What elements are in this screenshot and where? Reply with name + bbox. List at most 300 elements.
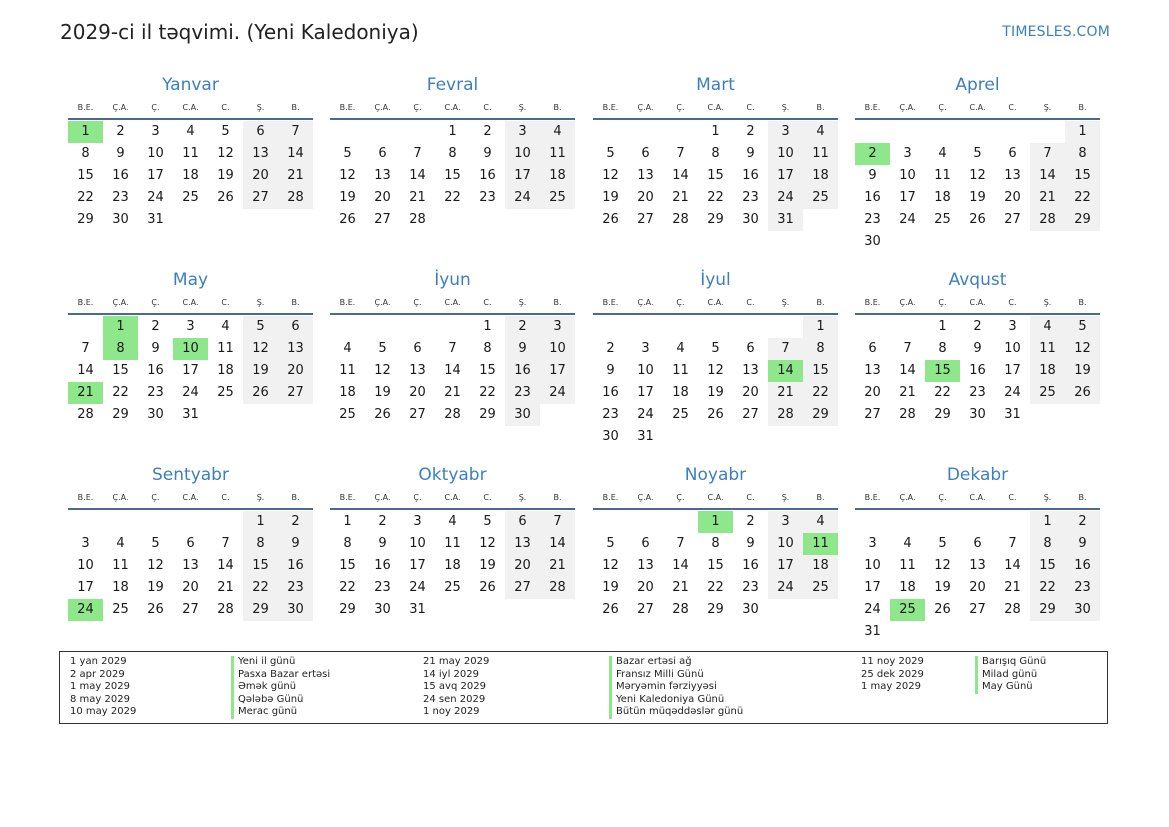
day-grid bbox=[593, 316, 838, 448]
day-cell: 3 bbox=[505, 121, 540, 143]
empty-day bbox=[330, 316, 365, 338]
day-grid bbox=[330, 511, 575, 621]
day-cell: 17 bbox=[1004, 363, 1021, 378]
weekday-label: Ş. bbox=[518, 103, 527, 112]
empty-day bbox=[330, 121, 365, 143]
day-cell: 24 bbox=[899, 212, 916, 227]
day-cell: 15 bbox=[707, 558, 724, 573]
day-cell: 11 bbox=[1030, 338, 1065, 360]
day-cell: 18 bbox=[1030, 360, 1065, 382]
day-cell: 12 bbox=[217, 146, 234, 161]
month-divider bbox=[593, 508, 838, 510]
day-cell: 31 bbox=[1004, 407, 1021, 422]
empty-day bbox=[365, 121, 400, 143]
day-cell: 21 bbox=[899, 385, 916, 400]
day-cell: 1 bbox=[1065, 121, 1100, 143]
day-cell: 18 bbox=[672, 385, 689, 400]
day-cell: 25 bbox=[1030, 382, 1065, 404]
day-cell: 31 bbox=[637, 429, 654, 444]
day-cell: 2 bbox=[746, 514, 755, 529]
weekday-header bbox=[68, 293, 313, 313]
day-cell: 26 bbox=[147, 602, 164, 617]
day-cell: 25 bbox=[339, 407, 356, 422]
day-cell: 24 bbox=[1004, 385, 1021, 400]
day-cell: 12 bbox=[479, 536, 496, 551]
day-cell: 13 bbox=[182, 558, 199, 573]
day-cell: 9 bbox=[505, 338, 540, 360]
weekday-label: Ş. bbox=[1043, 493, 1052, 502]
day-cell: 21 bbox=[217, 580, 234, 595]
empty-day bbox=[768, 316, 803, 338]
weekday-label: Ş. bbox=[518, 493, 527, 502]
weekday-label: B.E. bbox=[602, 493, 619, 502]
day-cell: 23 bbox=[505, 382, 540, 404]
day-grid bbox=[855, 121, 1100, 253]
legend-holiday-name: Milad günü bbox=[975, 669, 1046, 682]
month-calendar bbox=[593, 267, 838, 452]
holiday-day-cell: 11 bbox=[803, 533, 838, 555]
weekday-label: C.A. bbox=[444, 103, 461, 112]
day-cell: 12 bbox=[243, 338, 278, 360]
page-title: 2029-ci il təqvimi. (Yeni Kaledoniya) bbox=[60, 20, 419, 44]
weekday-label: Ş. bbox=[256, 298, 265, 307]
day-cell: 3 bbox=[768, 121, 803, 143]
day-cell: 27 bbox=[182, 602, 199, 617]
day-cell: 3 bbox=[151, 124, 160, 139]
empty-day bbox=[663, 121, 698, 143]
day-cell: 18 bbox=[899, 580, 916, 595]
day-cell: 4 bbox=[903, 536, 912, 551]
day-cell: 22 bbox=[444, 190, 461, 205]
legend-dates-col-2 bbox=[423, 656, 489, 719]
day-cell: 20 bbox=[637, 190, 654, 205]
day-cell: 2 bbox=[1065, 511, 1100, 533]
month-name: Sentyabr bbox=[152, 465, 229, 485]
weekday-label: Ç. bbox=[413, 103, 422, 112]
day-cell: 17 bbox=[864, 580, 881, 595]
day-cell: 9 bbox=[116, 146, 125, 161]
month-name: İyun bbox=[434, 270, 471, 290]
day-cell: 27 bbox=[742, 407, 759, 422]
day-cell: 11 bbox=[899, 558, 916, 573]
day-cell: 9 bbox=[151, 341, 160, 356]
legend-holiday-name: Məryəmin fərziyyəsi bbox=[609, 681, 743, 694]
day-cell: 15 bbox=[1065, 165, 1100, 187]
day-cell: 24 bbox=[505, 187, 540, 209]
month-calendar bbox=[855, 267, 1100, 452]
day-cell: 12 bbox=[707, 363, 724, 378]
weekday-label: B. bbox=[1078, 103, 1087, 112]
day-cell: 3 bbox=[413, 514, 422, 529]
day-cell: 8 bbox=[448, 146, 457, 161]
weekday-header bbox=[855, 488, 1100, 508]
day-cell: 28 bbox=[278, 187, 313, 209]
day-cell: 29 bbox=[479, 407, 496, 422]
day-cell: 18 bbox=[803, 555, 838, 577]
legend-holiday-name: Fransız Milli Günü bbox=[609, 669, 743, 682]
day-cell: 10 bbox=[147, 146, 164, 161]
empty-day bbox=[68, 316, 103, 338]
day-cell: 7 bbox=[540, 511, 575, 533]
day-cell: 24 bbox=[540, 382, 575, 404]
legend-dates-col-1 bbox=[70, 656, 136, 719]
day-cell: 18 bbox=[112, 580, 129, 595]
day-cell: 5 bbox=[606, 146, 615, 161]
day-cell: 28 bbox=[768, 404, 803, 426]
day-cell: 31 bbox=[182, 407, 199, 422]
weekday-label: B. bbox=[291, 493, 300, 502]
day-cell: 2 bbox=[505, 316, 540, 338]
weekday-label: B. bbox=[291, 103, 300, 112]
weekday-label: C. bbox=[221, 298, 230, 307]
day-cell: 29 bbox=[112, 407, 129, 422]
day-cell: 29 bbox=[1065, 209, 1100, 231]
holiday-day-cell: 14 bbox=[768, 360, 803, 382]
day-cell: 25 bbox=[672, 407, 689, 422]
day-cell: 22 bbox=[479, 385, 496, 400]
day-cell: 6 bbox=[186, 536, 195, 551]
day-cell: 15 bbox=[339, 558, 356, 573]
legend-holiday-name: Pasxa Bazar ertəsi bbox=[231, 669, 330, 682]
day-cell: 30 bbox=[112, 212, 129, 227]
day-cell: 2 bbox=[606, 341, 615, 356]
day-cell: 19 bbox=[602, 190, 619, 205]
weekday-label: C.A. bbox=[707, 493, 724, 502]
day-cell: 10 bbox=[77, 558, 94, 573]
day-cell: 3 bbox=[540, 316, 575, 338]
holiday-day-cell: 1 bbox=[68, 121, 103, 143]
empty-day bbox=[890, 316, 925, 338]
month-name: İyul bbox=[700, 270, 731, 290]
day-cell: 21 bbox=[672, 580, 689, 595]
empty-day bbox=[435, 316, 470, 338]
day-cell: 3 bbox=[641, 341, 650, 356]
month-calendar bbox=[330, 72, 575, 257]
day-cell: 7 bbox=[413, 146, 422, 161]
month-calendar bbox=[330, 462, 575, 647]
weekday-label: B.E. bbox=[77, 493, 94, 502]
month-divider bbox=[330, 118, 575, 120]
month-name: May bbox=[172, 270, 209, 290]
day-cell: 22 bbox=[1065, 187, 1100, 209]
day-cell: 4 bbox=[1030, 316, 1065, 338]
day-cell: 23 bbox=[374, 580, 391, 595]
day-cell: 30 bbox=[278, 599, 313, 621]
month-name: Oktyabr bbox=[418, 465, 487, 485]
empty-day bbox=[628, 511, 663, 533]
day-cell: 16 bbox=[969, 363, 986, 378]
day-cell: 14 bbox=[278, 143, 313, 165]
month-calendar bbox=[68, 462, 313, 647]
day-cell: 11 bbox=[540, 143, 575, 165]
holiday-day-cell: 10 bbox=[173, 338, 208, 360]
month-divider bbox=[593, 313, 838, 315]
day-cell: 17 bbox=[147, 168, 164, 183]
day-cell: 27 bbox=[278, 382, 313, 404]
day-grid bbox=[330, 316, 575, 426]
day-cell: 27 bbox=[637, 212, 654, 227]
day-cell: 17 bbox=[768, 555, 803, 577]
day-cell: 26 bbox=[969, 212, 986, 227]
legend-holiday-name: Bazar ertəsi ağ bbox=[609, 656, 743, 669]
day-cell: 26 bbox=[602, 602, 619, 617]
day-cell: 27 bbox=[969, 602, 986, 617]
day-cell: 28 bbox=[77, 407, 94, 422]
day-cell: 6 bbox=[641, 536, 650, 551]
day-cell: 1 bbox=[803, 316, 838, 338]
day-cell: 4 bbox=[116, 536, 125, 551]
empty-day bbox=[138, 511, 173, 533]
empty-day bbox=[890, 121, 925, 143]
weekday-label: Ç. bbox=[676, 493, 685, 502]
month-divider bbox=[330, 508, 575, 510]
day-cell: 1 bbox=[711, 124, 720, 139]
legend-holiday-name: Yeni il günü bbox=[231, 656, 330, 669]
day-cell: 9 bbox=[378, 536, 387, 551]
day-cell: 8 bbox=[711, 536, 720, 551]
day-cell: 23 bbox=[479, 190, 496, 205]
month-name: Yanvar bbox=[162, 75, 219, 95]
day-cell: 9 bbox=[278, 533, 313, 555]
day-cell: 22 bbox=[339, 580, 356, 595]
day-cell: 4 bbox=[186, 124, 195, 139]
weekday-label: B.E. bbox=[339, 493, 356, 502]
weekday-label: Ç. bbox=[413, 298, 422, 307]
day-cell: 4 bbox=[448, 514, 457, 529]
month-name: Aprel bbox=[955, 75, 1000, 95]
day-cell: 25 bbox=[112, 602, 129, 617]
day-cell: 12 bbox=[374, 363, 391, 378]
legend-holiday-name: Qələbə Günü bbox=[231, 694, 330, 707]
day-cell: 25 bbox=[540, 187, 575, 209]
weekday-label: Ç. bbox=[151, 493, 160, 502]
day-cell: 5 bbox=[243, 316, 278, 338]
day-cell: 26 bbox=[934, 602, 951, 617]
day-cell: 10 bbox=[864, 558, 881, 573]
empty-day bbox=[593, 511, 628, 533]
day-cell: 5 bbox=[221, 124, 230, 139]
legend-holiday-name: Merac günü bbox=[231, 706, 330, 719]
day-cell: 28 bbox=[672, 212, 689, 227]
day-cell: 29 bbox=[934, 407, 951, 422]
holiday-day-cell: 1 bbox=[698, 511, 733, 533]
day-cell: 18 bbox=[934, 190, 951, 205]
legend-date: 14 iyl 2029 bbox=[423, 668, 480, 680]
weekday-label: Ç. bbox=[151, 298, 160, 307]
month-divider bbox=[68, 313, 313, 315]
site-brand-link[interactable]: TIMESLES.COM bbox=[1002, 24, 1110, 40]
day-cell: 13 bbox=[278, 338, 313, 360]
weekday-label: B.E. bbox=[77, 103, 94, 112]
day-cell: 8 bbox=[1030, 533, 1065, 555]
day-cell: 25 bbox=[217, 385, 234, 400]
day-cell: 10 bbox=[899, 168, 916, 183]
legend-holiday-name: Bütün müqəddəslər günü bbox=[609, 706, 743, 719]
day-cell: 5 bbox=[378, 341, 387, 356]
weekday-label: Ş. bbox=[256, 493, 265, 502]
day-cell: 29 bbox=[1030, 599, 1065, 621]
day-cell: 5 bbox=[1065, 316, 1100, 338]
weekday-label: Ş. bbox=[781, 493, 790, 502]
day-cell: 8 bbox=[243, 533, 278, 555]
day-cell: 2 bbox=[151, 319, 160, 334]
empty-day bbox=[925, 511, 960, 533]
month-calendar bbox=[855, 72, 1100, 257]
day-cell: 24 bbox=[147, 190, 164, 205]
day-cell: 15 bbox=[243, 555, 278, 577]
empty-day bbox=[890, 511, 925, 533]
weekday-label: Ç. bbox=[676, 103, 685, 112]
day-cell: 13 bbox=[864, 363, 881, 378]
day-cell: 30 bbox=[147, 407, 164, 422]
day-cell: 31 bbox=[768, 209, 803, 231]
month-divider bbox=[855, 508, 1100, 510]
day-cell: 16 bbox=[147, 363, 164, 378]
day-cell: 29 bbox=[77, 212, 94, 227]
day-cell: 28 bbox=[899, 407, 916, 422]
day-cell: 24 bbox=[864, 602, 881, 617]
day-cell: 26 bbox=[374, 407, 391, 422]
day-cell: 12 bbox=[934, 558, 951, 573]
weekday-label: B. bbox=[553, 103, 562, 112]
weekday-label: Ç. bbox=[413, 493, 422, 502]
day-cell: 17 bbox=[768, 165, 803, 187]
day-cell: 18 bbox=[339, 385, 356, 400]
legend-date: 10 may 2029 bbox=[70, 706, 137, 718]
weekday-label: C.A. bbox=[707, 103, 724, 112]
weekday-label: Ç.A. bbox=[899, 493, 916, 502]
holiday-day-cell: 24 bbox=[68, 599, 103, 621]
empty-day bbox=[103, 511, 138, 533]
month-divider bbox=[68, 118, 313, 120]
day-cell: 4 bbox=[221, 319, 230, 334]
weekday-label: C. bbox=[1008, 298, 1017, 307]
legend-date: 1 may 2029 bbox=[70, 681, 130, 693]
day-cell: 15 bbox=[707, 168, 724, 183]
day-cell: 7 bbox=[768, 338, 803, 360]
day-cell: 13 bbox=[969, 558, 986, 573]
day-cell: 26 bbox=[707, 407, 724, 422]
day-cell: 1 bbox=[938, 319, 947, 334]
day-cell: 11 bbox=[934, 168, 951, 183]
day-cell: 20 bbox=[278, 360, 313, 382]
day-cell: 6 bbox=[413, 341, 422, 356]
day-cell: 10 bbox=[768, 143, 803, 165]
day-cell: 12 bbox=[147, 558, 164, 573]
weekday-label: Ç.A. bbox=[374, 493, 391, 502]
day-cell: 7 bbox=[448, 341, 457, 356]
day-cell: 28 bbox=[672, 602, 689, 617]
day-cell: 1 bbox=[1030, 511, 1065, 533]
empty-day bbox=[400, 316, 435, 338]
day-cell: 3 bbox=[868, 536, 877, 551]
day-cell: 15 bbox=[479, 363, 496, 378]
day-cell: 19 bbox=[339, 190, 356, 205]
weekday-label: B.E. bbox=[602, 298, 619, 307]
empty-day bbox=[855, 511, 890, 533]
day-cell: 20 bbox=[864, 385, 881, 400]
day-cell: 30 bbox=[505, 404, 540, 426]
day-cell: 22 bbox=[803, 382, 838, 404]
holiday-day-cell: 2 bbox=[855, 143, 890, 165]
day-cell: 14 bbox=[77, 363, 94, 378]
empty-day bbox=[663, 316, 698, 338]
day-cell: 10 bbox=[540, 338, 575, 360]
day-cell: 17 bbox=[899, 190, 916, 205]
legend-holiday-name: May Günü bbox=[975, 681, 1046, 694]
day-cell: 14 bbox=[217, 558, 234, 573]
day-cell: 22 bbox=[77, 190, 94, 205]
day-cell: 3 bbox=[768, 511, 803, 533]
weekday-label: Ş. bbox=[781, 298, 790, 307]
day-cell: 19 bbox=[969, 190, 986, 205]
day-cell: 4 bbox=[803, 121, 838, 143]
day-cell: 20 bbox=[637, 580, 654, 595]
day-cell: 10 bbox=[409, 536, 426, 551]
weekday-label: Ç.A. bbox=[899, 298, 916, 307]
day-cell: 21 bbox=[672, 190, 689, 205]
empty-day bbox=[995, 121, 1030, 143]
day-cell: 13 bbox=[1004, 168, 1021, 183]
holiday-day-cell: 25 bbox=[890, 599, 925, 621]
weekday-label: C. bbox=[221, 103, 230, 112]
day-cell: 23 bbox=[742, 190, 759, 205]
day-cell: 16 bbox=[742, 168, 759, 183]
legend-date: 1 may 2029 bbox=[861, 681, 921, 693]
day-cell: 21 bbox=[540, 555, 575, 577]
day-cell: 13 bbox=[742, 363, 759, 378]
day-cell: 7 bbox=[676, 536, 685, 551]
empty-day bbox=[1030, 121, 1065, 143]
day-grid bbox=[593, 121, 838, 231]
day-cell: 4 bbox=[540, 121, 575, 143]
day-cell: 10 bbox=[505, 143, 540, 165]
day-cell: 30 bbox=[969, 407, 986, 422]
empty-day bbox=[208, 511, 243, 533]
day-cell: 8 bbox=[711, 146, 720, 161]
day-cell: 8 bbox=[803, 338, 838, 360]
weekday-label: B.E. bbox=[339, 103, 356, 112]
day-cell: 28 bbox=[1030, 209, 1065, 231]
weekday-label: Ç.A. bbox=[637, 493, 654, 502]
day-cell: 2 bbox=[116, 124, 125, 139]
empty-day bbox=[960, 511, 995, 533]
day-cell: 30 bbox=[742, 602, 759, 617]
empty-day bbox=[698, 316, 733, 338]
day-cell: 14 bbox=[540, 533, 575, 555]
day-cell: 8 bbox=[343, 536, 352, 551]
weekday-header bbox=[330, 98, 575, 118]
weekday-label: Ş. bbox=[781, 103, 790, 112]
legend-date: 15 avq 2029 bbox=[423, 681, 486, 693]
weekday-label: C. bbox=[1008, 103, 1017, 112]
day-cell: 17 bbox=[182, 363, 199, 378]
day-cell: 19 bbox=[147, 580, 164, 595]
month-name: Dekabr bbox=[946, 465, 1009, 485]
day-cell: 20 bbox=[969, 580, 986, 595]
empty-day bbox=[995, 511, 1030, 533]
day-cell: 3 bbox=[903, 146, 912, 161]
day-cell: 8 bbox=[938, 341, 947, 356]
legend-date: 24 sen 2029 bbox=[423, 693, 486, 705]
day-cell: 1 bbox=[243, 511, 278, 533]
day-cell: 15 bbox=[803, 360, 838, 382]
day-cell: 22 bbox=[243, 577, 278, 599]
day-cell: 6 bbox=[868, 341, 877, 356]
day-cell: 7 bbox=[278, 121, 313, 143]
weekday-header bbox=[68, 488, 313, 508]
day-cell: 22 bbox=[707, 190, 724, 205]
